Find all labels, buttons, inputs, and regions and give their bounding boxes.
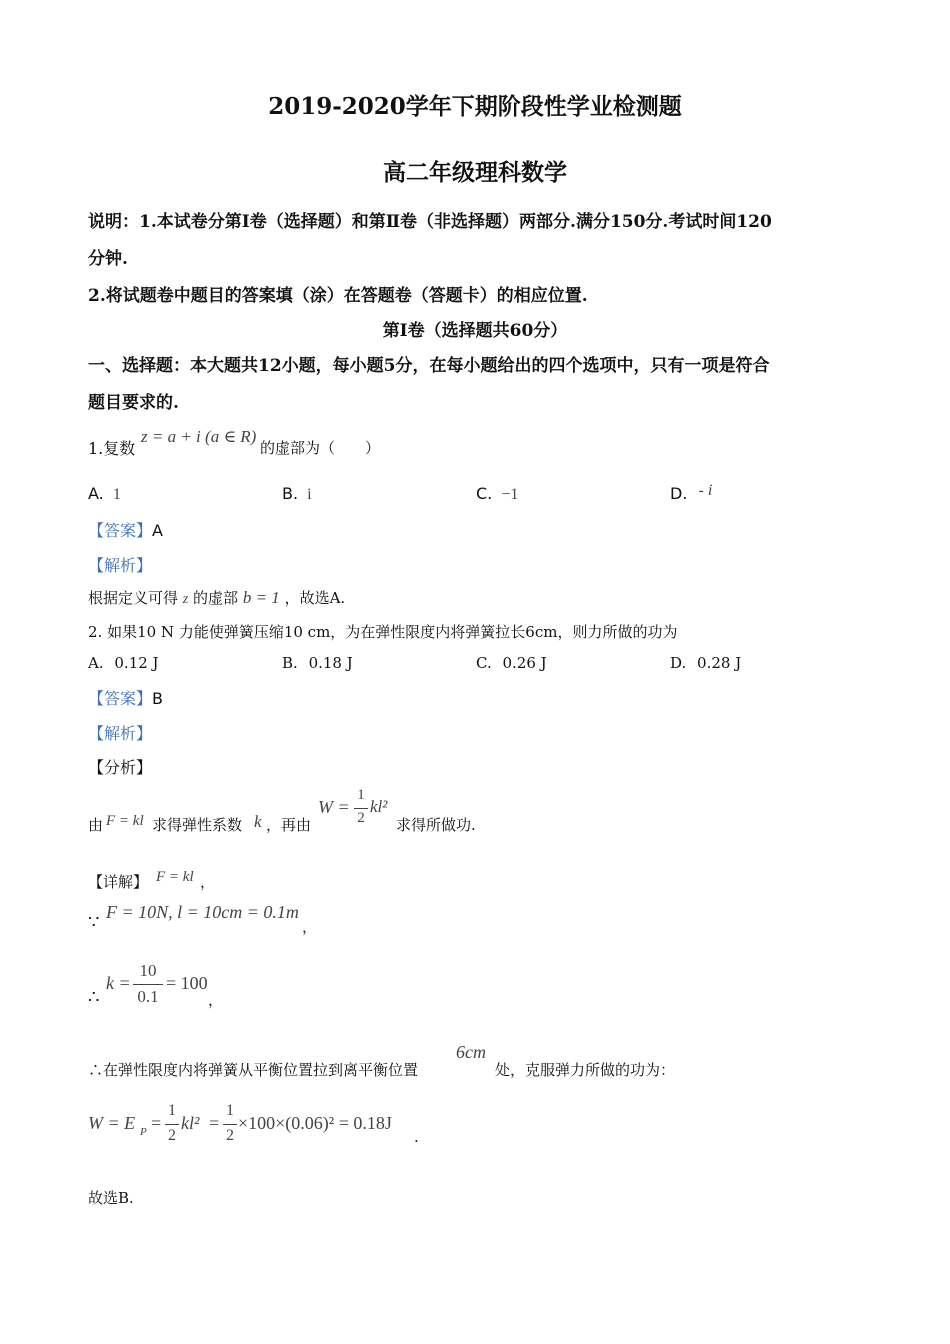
q2-given-comma: ， (302, 918, 318, 936)
q1-option-b-label: B. (282, 484, 299, 503)
q2-work-distance: 6cm (456, 1042, 486, 1062)
q1-option-b[interactable] (282, 484, 312, 504)
q1-analysis-line (88, 587, 345, 608)
q2-work-line-a: ∴在弹性限度内将弹簧从平衡位置拉到离平衡位置 (88, 1061, 419, 1079)
part-one-heading: 一、选择题：本大题共12小题，每小题5分，在每小题给出的四个选项中，只有一项是符合 (88, 356, 770, 376)
q1-analysis-c: ，故选A. (284, 589, 346, 607)
instruction-line-2: 2.将试题卷中题目的答案填（涂）在答题卷（答题卡）的相应位置. (88, 286, 588, 306)
q2-detail-tag: 【详解】 (88, 873, 149, 891)
q2-final-denominator-1: 2 (168, 1127, 176, 1144)
q1-option-a[interactable] (88, 484, 121, 504)
q2-final-numerator-2: 1 (226, 1102, 234, 1119)
q1-formula: z = a + i (a ∈ R) (141, 427, 257, 446)
q1-analysis-formula: b = 1 (242, 588, 280, 607)
q2-fenxi-k: k (254, 812, 262, 831)
q2-fenxi-d: 求得所做功. (396, 816, 476, 834)
q2-option-c[interactable] (476, 654, 547, 672)
part-one-heading-cont: 题目要求的. (88, 393, 179, 413)
q2-final-subscript: P (140, 1126, 147, 1138)
q2-option-d[interactable] (670, 654, 741, 672)
q1-option-d-label: D. (670, 484, 688, 503)
q1-analysis-b: 的虚部 (193, 589, 239, 607)
q2-final-rest: ×100×(0.06)² = 0.18J (238, 1113, 392, 1133)
q2-fenxi-c: ，再由 (266, 816, 312, 834)
q2-option-a-label: A. (88, 654, 104, 672)
q2-answer: B (152, 689, 163, 708)
q2-final-eq2: = (209, 1113, 220, 1133)
q2-option-d-value: 0.28 J (697, 654, 742, 672)
q2-k-rhs: = 100 (166, 973, 208, 993)
q2-stem: 2. 如果10 N 力能使弹簧压缩10 cm，为在弹性限度内将弹簧拉长6cm，则力所做的功为 (88, 623, 678, 641)
q2-option-a[interactable] (88, 654, 159, 672)
q2-fenxi-kl2: kl² (370, 797, 388, 816)
q2-option-a-value: 0.12 J (114, 654, 159, 672)
q2-k-fraction-bar (133, 984, 163, 985)
q2-final-kl2: kl² (181, 1113, 200, 1133)
q1-suffix: 的虚部为（ ） (260, 439, 381, 457)
q2-k-lhs: k = (106, 973, 131, 993)
q2-fenxi-a: 由 (88, 816, 104, 834)
q2-option-c-label: C. (476, 654, 492, 672)
q2-final-fraction-bar-2 (223, 1124, 237, 1125)
q2-final-denominator-2: 2 (226, 1127, 234, 1144)
q2-answer-tag: 【答案】 (88, 689, 153, 708)
q2-detail-comma: ， (200, 873, 216, 891)
q2-final-fraction-bar-1 (165, 1124, 179, 1125)
q2-fenxi-b: 求得弹性系数 (152, 816, 243, 834)
therefore-symbol: ∴ (88, 987, 100, 1008)
q2-given-formula: F = 10N, l = 10cm = 0.1m (106, 902, 299, 922)
q2-fenxi-denominator: 2 (357, 810, 365, 826)
q2-fenxi-formula-f: F = kl (106, 813, 144, 829)
q2-option-b-label: B. (282, 654, 298, 672)
q2-final-eq1: = (151, 1113, 162, 1133)
q1-option-d[interactable] (670, 484, 712, 504)
q2-option-c-value: 0.26 J (502, 654, 547, 672)
q1-option-a-value: 1 (112, 486, 121, 503)
q2-k-denominator: 0.1 (137, 987, 159, 1006)
because-symbol: ∵ (88, 912, 100, 933)
exam-subtitle: 高二年级理科数学 (383, 159, 567, 186)
section-title: 第Ⅰ卷（选择题共60分） (382, 321, 568, 341)
q1-option-b-value: i (307, 486, 312, 503)
instruction-line-1-cont: 分钟. (88, 249, 128, 269)
q1-option-c-value: −1 (501, 486, 519, 503)
q1-option-a-label: A. (88, 484, 104, 503)
q1-answer: A (152, 521, 163, 540)
q1-prefix: 1.复数 (88, 439, 136, 458)
q1-answer-tag: 【答案】 (88, 521, 153, 540)
q2-fenxi-numerator: 1 (357, 787, 365, 803)
q1-answer-line (88, 518, 163, 541)
q2-answer-line (88, 686, 163, 709)
instruction-line-1: 说明：1.本试卷分第Ⅰ卷（选择题）和第Ⅱ卷（非选择题）两部分.满分150分.考试时间120 (88, 212, 772, 232)
q2-final-period: . (414, 1128, 419, 1146)
q2-option-d-label: D. (670, 654, 687, 672)
q1-analysis-tag: 【解析】 (88, 556, 153, 575)
q2-work-line-b: 处，克服弹力所做的功为： (495, 1061, 676, 1079)
q2-k-numerator: 10 (139, 961, 157, 980)
q2-final-lhs: W = E (88, 1113, 136, 1133)
q2-fenxi-tag: 【分析】 (88, 758, 153, 777)
q2-fenxi-fraction-bar (354, 808, 368, 809)
q2-final-numerator-1: 1 (168, 1102, 176, 1119)
q2-fenxi-w: W = (318, 797, 350, 817)
q2-k-comma: ， (208, 991, 224, 1009)
q1-option-d-value: - i (698, 482, 713, 499)
exam-title: 2019-2020学年下期阶段性学业检测题 (268, 93, 682, 120)
q2-analysis-tag: 【解析】 (88, 724, 153, 743)
q1-option-c[interactable] (476, 484, 518, 504)
q2-option-b-value: 0.18 J (308, 654, 353, 672)
q1-option-c-label: C. (476, 484, 493, 503)
q1-analysis-z: z (182, 592, 189, 607)
q2-detail-formula: F = kl (156, 869, 194, 885)
q2-option-b[interactable] (282, 654, 353, 672)
q1-analysis-a: 根据定义可得 (88, 589, 179, 607)
q2-conclusion: 故选B. (88, 1189, 134, 1207)
